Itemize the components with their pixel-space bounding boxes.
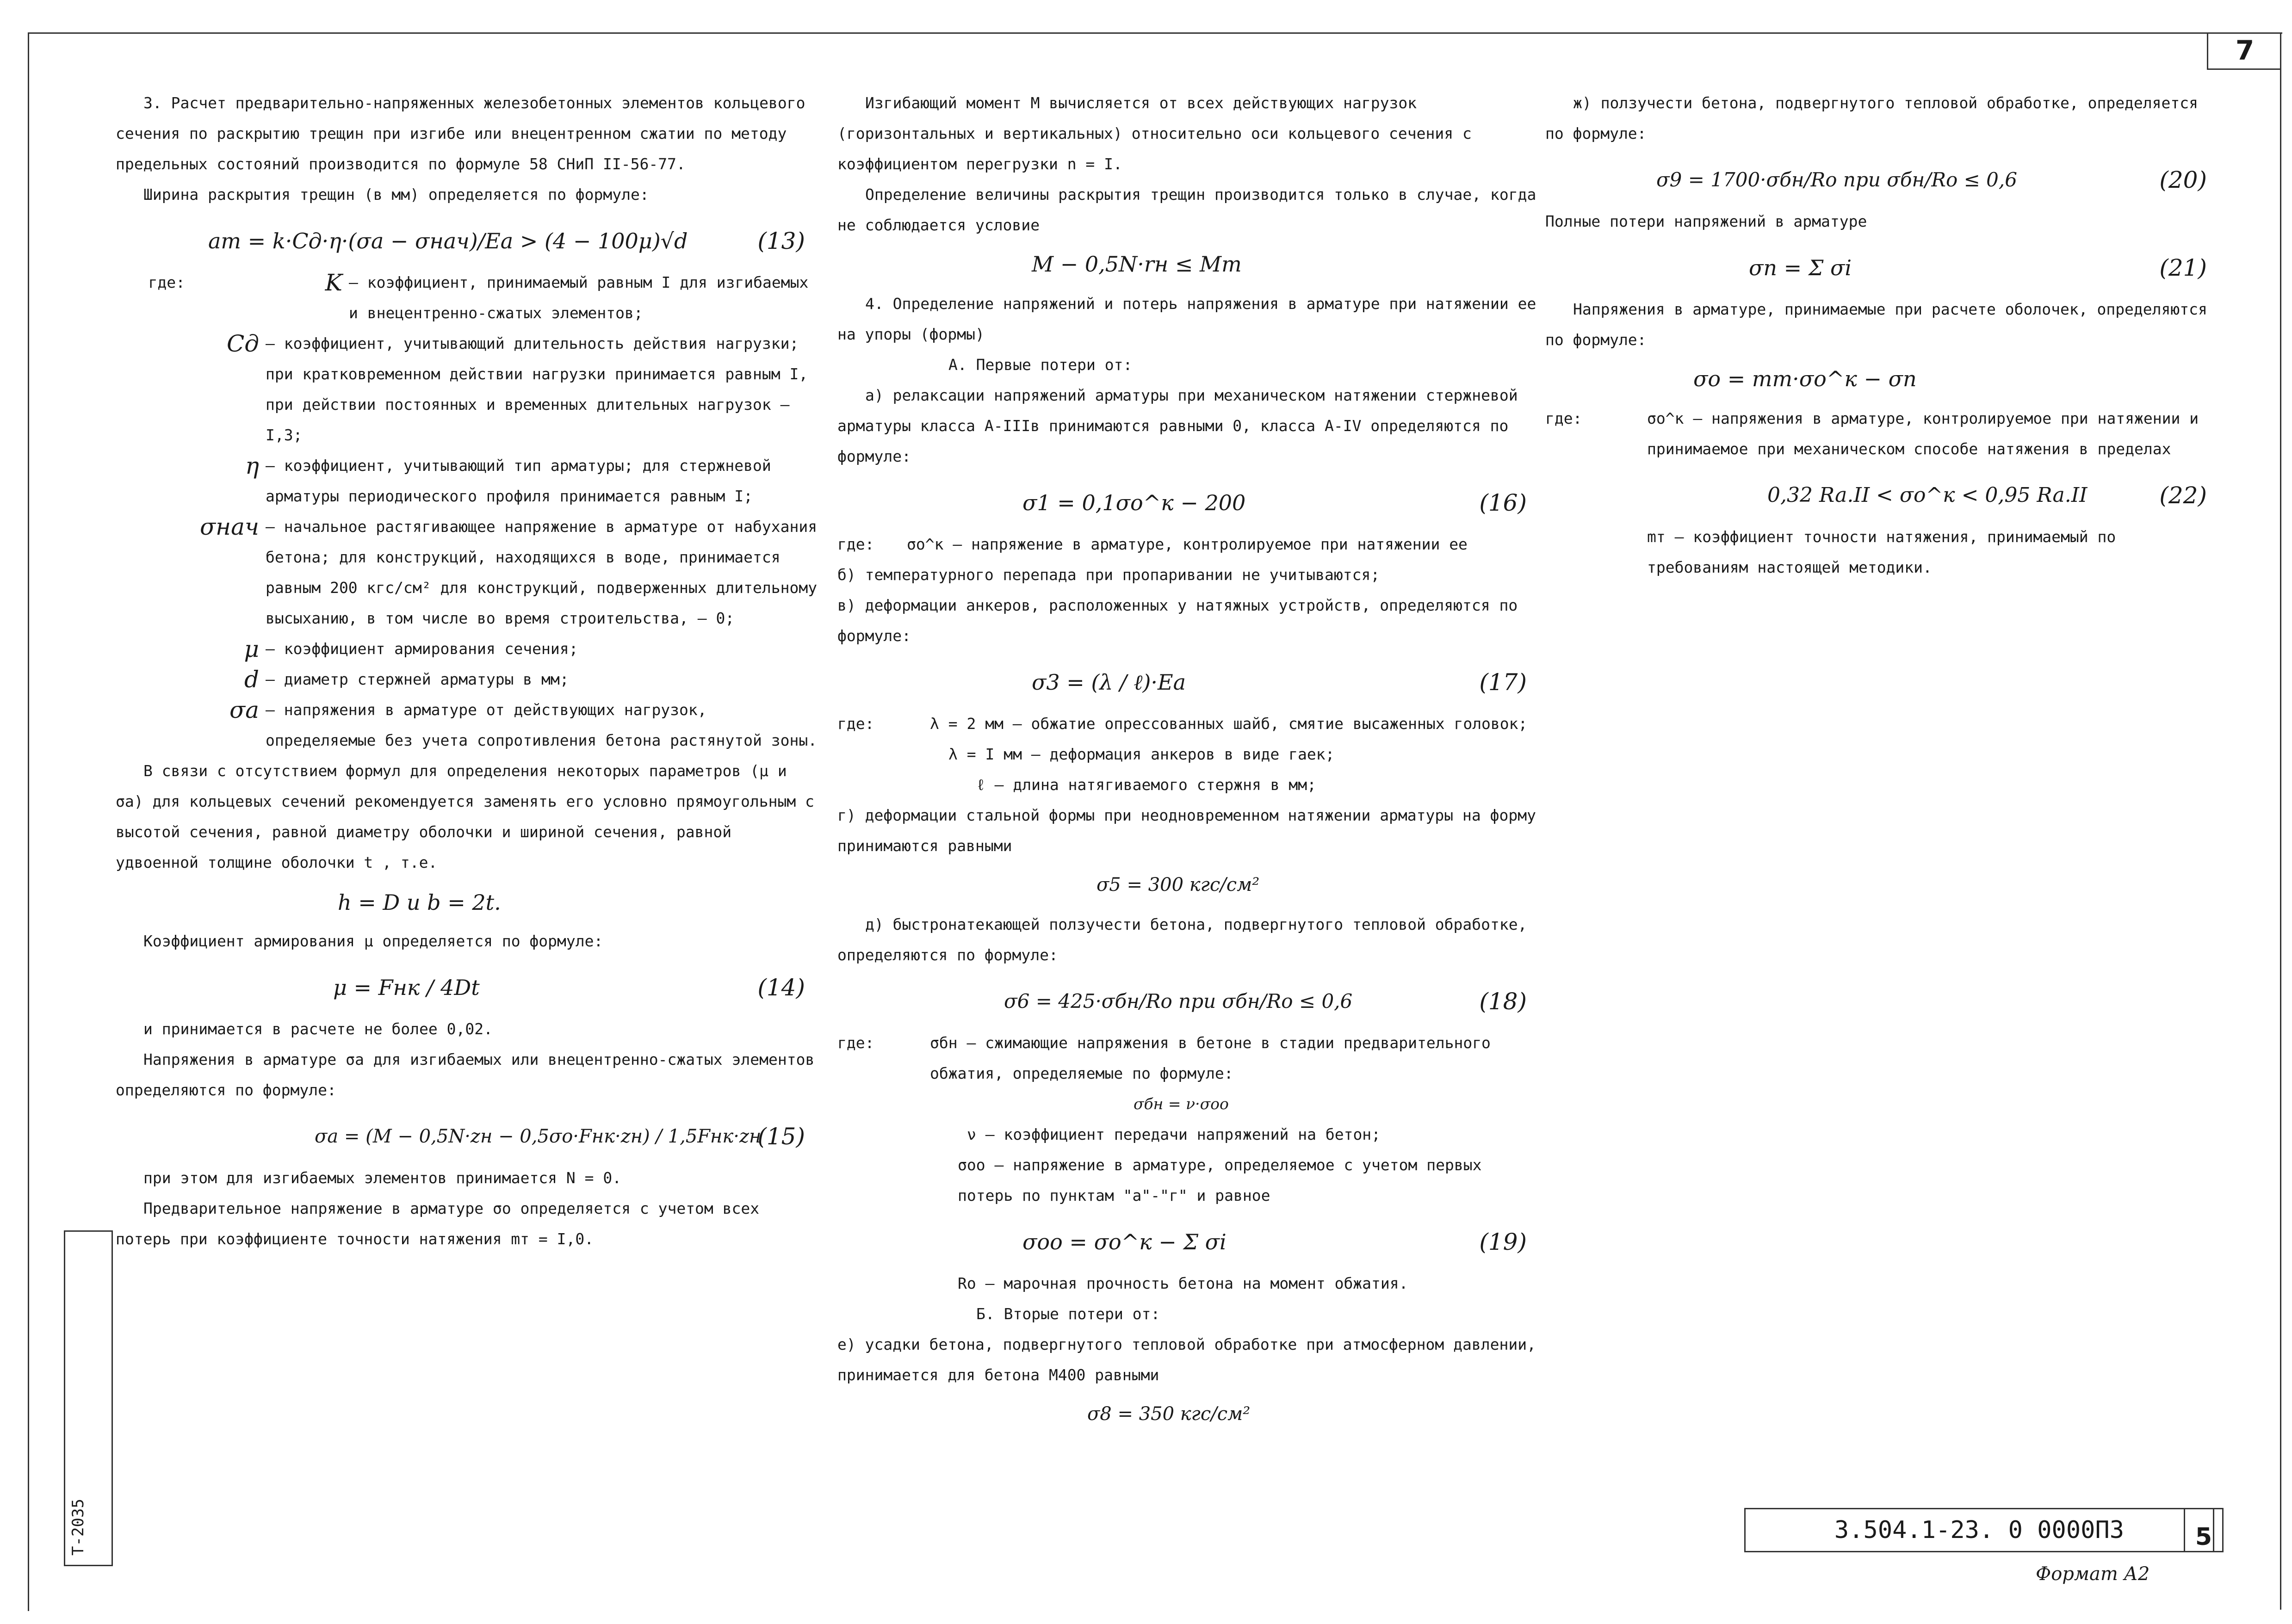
definitions-13 bbox=[116, 267, 819, 756]
definition-d: d – диаметр стержней арматуры в мм; bbox=[244, 666, 569, 693]
definition-17c: ℓ – длина натягиваемого стержня в мм; bbox=[976, 776, 1317, 794]
formula-13 bbox=[116, 216, 819, 262]
section-4-title: 4. Определение напряжений и потерь напряжения в арматуре при натяжении ее на упоры (формы) bbox=[837, 295, 1536, 343]
stamp-text: Т-2035 bbox=[69, 1499, 87, 1556]
mu-intro: Коэффициент армирования μ определяется по формуле: bbox=[143, 932, 603, 950]
column-3 bbox=[1545, 88, 2221, 583]
column-1 bbox=[116, 88, 819, 1254]
item-g: г) деформации стальной формы при неодновременном натяжении арматуры на форму принимаются равными bbox=[837, 806, 1536, 855]
formula-19: σoo = σo^к − Σ σi (19) bbox=[1022, 1229, 1527, 1255]
column-2 bbox=[837, 88, 1541, 1439]
definition-sigma-ok: где: σo^к – напряжения в арматуре, контролируемое при натяжении и принимаемое при механическом способе натяжения в пределах bbox=[1545, 409, 2199, 458]
definition-18-formula: σбн = ν·σoo bbox=[1134, 1095, 1229, 1113]
definition-19: Ro – марочная прочность бетона на момент обжатия. bbox=[958, 1274, 1408, 1292]
moment-text: Изгибающий момент M вычисляется от всех действующих нагрузок (горизонтальных и вертикальных) относительно оси кольцевого сечения с коэффициентом перегрузки n = I. bbox=[837, 94, 1472, 173]
item-d: д) быстронатекающей ползучести бетона, подвергнутого тепловой обработке, определяются по формуле: bbox=[837, 915, 1527, 964]
sigma-a-intro: Напряжения в арматуре σa для изгибаемых или внецентренно-сжатых элементов определяются по формуле: bbox=[116, 1050, 815, 1099]
definition-cd: Cд – коэффициент, учитывающий длительность действия нагрузки; при кратковременном действии нагрузки принимается равным I, при действии постоянных и временных длительных нагрузок – I,3; bbox=[227, 330, 808, 444]
definition-sigma-nach: σнач – начальное растягивающее напряжение в арматуре от набухания бетона; для конструкций, находящихся в воде, принимается равным 200 кгс/см² для конструкций, подверженных длительному высыханию, в том числе во время строительства, – 0; bbox=[200, 513, 818, 627]
shell-stress-intro: Напряжения в арматуре, принимаемые при расчете оболочек, определяются по формуле: bbox=[1545, 300, 2207, 349]
definition-17a: где: λ = 2 мм – обжатие опрессованных шайб, смятие высаженных головок; bbox=[837, 715, 1528, 733]
item-a: а) релаксации напряжений арматуры при механическом натяжении стержневой арматуры класса А-IIIв принимаются равными 0, класса А-IV определяются по формуле: bbox=[837, 386, 1518, 465]
format-label: Формат А2 bbox=[2036, 1563, 2150, 1585]
section-3-intro: 3. Расчет предварительно-напряженных железобетонных элементов кольцевого сечения по раскрытию трещин при изгибе или внецентренном сжатии по методу предельных состояний производится по формуле 58 СНиП II-56-77. bbox=[116, 94, 805, 173]
vertical-stamp bbox=[64, 1230, 113, 1566]
document-code: 3.504.1-23. 0 0000ПЗ bbox=[1744, 1508, 2214, 1552]
item-e: е) усадки бетона, подвергнутого тепловой обработке при атмосферном давлении, принимается для бетона М400 равными bbox=[837, 1335, 1536, 1384]
item-b: б) температурного перепада при пропаривании не учитываются; bbox=[837, 566, 1380, 584]
formula-16: σ1 = 0,1σo^к − 200 (16) bbox=[1022, 489, 1527, 516]
mu-limit: и принимается в расчете не более 0,02. bbox=[143, 1020, 493, 1038]
formula-condition: M − 0,5N·rн ≤ Mm bbox=[1032, 252, 1242, 277]
frame-right-edge bbox=[2280, 32, 2281, 1610]
formula-17: σ3 = (λ / ℓ)·Ea (17) bbox=[1032, 669, 1527, 696]
definition-17b: λ = I мм – деформация анкеров в виде гаек; bbox=[948, 745, 1335, 763]
formula-13-number: (13) bbox=[757, 228, 805, 254]
item-zh: ж) ползучести бетона, подвергнутого тепловой обработке, определяется по формуле: bbox=[1545, 94, 2199, 142]
bending-note: при этом для изгибаемых элементов принимается N = 0. bbox=[143, 1169, 622, 1187]
definition-18b: ν – коэффициент передачи напряжений на бетон; bbox=[967, 1125, 1381, 1143]
first-losses-title: А. Первые потери от: bbox=[948, 356, 1133, 374]
item-v: в) деформации анкеров, расположенных у натяжных устройств, определяются по формуле: bbox=[837, 596, 1518, 645]
definition-mt: mт – коэффициент точности натяжения, принимаемый по требованиям настоящей методики. bbox=[1647, 528, 2116, 576]
page-number: 7 bbox=[2207, 32, 2281, 70]
formula-sigma-o: σo = mт·σo^к − σn bbox=[1693, 366, 1917, 391]
second-losses-title: Б. Вторые потери от: bbox=[976, 1305, 1160, 1323]
formula-hb: h = D и b = 2t. bbox=[338, 890, 501, 915]
gde-label: где: bbox=[148, 273, 185, 291]
formula-13-body: aт = k·Cд·η·(σa − σнач)/Ea > (4 − 100μ)√d bbox=[208, 228, 688, 253]
total-losses-title: Полные потери напряжений в арматуре bbox=[1545, 212, 1867, 230]
formula-18: σ6 = 425·σбн/Ro при σбн/Ro ≤ 0,6 (18) bbox=[1004, 988, 1527, 1015]
formula-21: σn = Σ σi (21) bbox=[1749, 254, 2207, 281]
formula-sigma8: σ8 = 350 кгс/см² bbox=[1087, 1403, 1251, 1425]
definition-18a: где: σбн – сжимающие напряжения в бетоне в стадии предварительного обжатия, определяемые по формуле: bbox=[837, 1034, 1491, 1082]
definition-mu: μ – коэффициент армирования сечения; bbox=[244, 636, 578, 662]
definition-sigma-a: σa – напряжения в арматуре от действующих нагрузок, определяемые без учета сопротивления бетона растянутой зоны. bbox=[229, 697, 818, 749]
formula-14: μ = Fнк / 4Dt (14) bbox=[333, 974, 805, 1001]
crack-width-intro: Ширина раскрытия трещин (в мм) определяется по формуле: bbox=[143, 185, 649, 204]
formula-sigma5: σ5 = 300 кгс/см² bbox=[1096, 874, 1260, 895]
definition-eta: η – коэффициент, учитывающий тип арматуры; для стержневой арматуры периодического профиля принимается равным I; bbox=[245, 452, 771, 505]
prestress-note: Предварительное напряжение в арматуре σo определяется с учетом всех потерь при коэффициенте точности натяжения mт = I,0. bbox=[116, 1199, 760, 1248]
definition-k: K – коэффициент, принимаемый равным I для изгибаемых и внецентренно-сжатых элементов; bbox=[325, 269, 809, 322]
formula-22: 0,32 Ra.II < σo^к < 0,95 Ra.II (22) bbox=[1767, 482, 2207, 509]
crack-condition-intro: Определение величины раскрытия трещин производится только в случае, когда не соблюдается условие bbox=[837, 185, 1536, 234]
definition-18c: σoo – напряжение в арматуре, определяемое с учетом первых потерь по пунктам "а"-"г" и равное bbox=[958, 1156, 1482, 1204]
definition-16: где: σo^к – напряжение в арматуре, контролируемое при натяжении ее bbox=[837, 535, 1468, 553]
formula-20: σ9 = 1700·σбн/Ro при σбн/Ro ≤ 0,6 (20) bbox=[1656, 167, 2207, 193]
ring-section-note: В связи с отсутствием формул для определения некоторых параметров (μ и σa) для кольцевых сечений рекомендуется заменять его условно прямоугольным с высотой сечения, равной диаметру оболочки и шириной сечения, равной удвоенной толщине оболочки t , т.е. bbox=[116, 762, 814, 871]
sheet-number: 5 bbox=[2184, 1508, 2224, 1552]
formula-15: σa = (M − 0,5N·zн − 0,5σo·Fнк·zн) / 1,5Fнк·zн (15) bbox=[315, 1123, 805, 1150]
